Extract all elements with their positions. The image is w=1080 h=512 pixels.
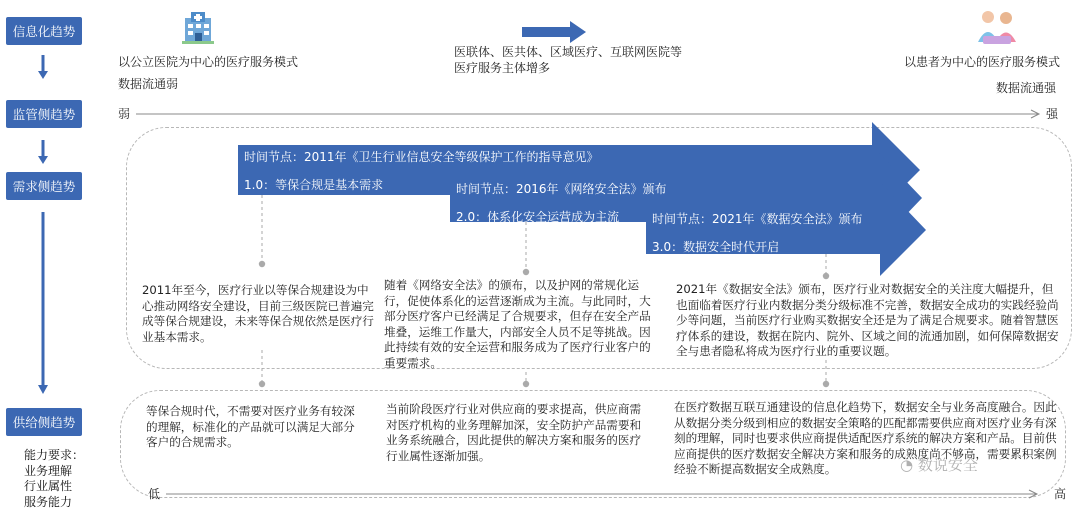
timeline-node-2011: 时间节点：2011年《卫生行业信息安全等级保护工作的指导意见》 (244, 150, 599, 164)
info-left-sub: 数据流通弱 (118, 77, 179, 91)
timeline-stage-3: 3.0：数据安全时代开启 (652, 240, 780, 254)
info-middle-text-line2: 医疗服务主体增多 (454, 61, 551, 75)
info-trend-label: 信息化趋势 (6, 17, 82, 45)
info-right-text: 以患者为中心的医疗服务模式 (904, 55, 1061, 69)
supply-trend-label: 供给侧趋势 (6, 408, 82, 436)
ability-item: 业务理解 (24, 463, 73, 478)
ability-title: 能力要求： (24, 448, 85, 462)
ability-item: 服务能力 (24, 494, 73, 509)
supply-scale-line (166, 488, 1046, 500)
watermark-text: ◔ 数说安全 (900, 456, 978, 474)
supply-high: 高 (1054, 487, 1067, 501)
regulation-weak: 弱 (118, 107, 131, 121)
demand-paragraph-3: 2021年《数据安全法》颁布，医疗行业对数据安全的关注度大幅提升，但也面临着医疗行业内数据分类分级标准不完善，数据安全成功的实践经验尚少等问题，当前医疗行业购买数据安全还是为了满足合规要求。随着智慧医疗体系的建设，数据在院内、院外、区域之间的流通加剧，如何保障数据安全与患者隐私将成为医疗行业的重要议题。 (676, 282, 1059, 358)
supply-paragraph-2: 当前阶段医疗行业对供应商的要求提高，供应商需对医疗机构的业务理解加深，安全防护产品需要和业务系统融合，因此提供的解决方案和服务的医疗行业属性逐渐加强。 (386, 402, 642, 463)
wechat-icon: ◔ (900, 456, 914, 474)
demand-trend-label: 需求侧趋势 (6, 172, 82, 200)
demand-paragraph-1: 2011年至今，医疗行业以等保合规建设为中心推动网络安全建设，目前三级医院已普遍完成等保合规建设，未来等保合规依然是医疗行业基本需求。 (142, 283, 374, 344)
timeline-stage-2: 2.0：体系化安全运营成为主流 (456, 210, 620, 224)
demand-paragraph-2: 随着《网络安全法》的颁布，以及护网的常规化运行，促使体系化的运营逐渐成为主流。与此同时，大部分医疗客户已经满足了合规要求，但存在安全产品堆叠，运维工作量大，内部安全人员不足等挑战。因此持续有效的安全运营和服务成为了医疗行业客户的重要需求。 (384, 278, 651, 370)
info-left-text: 以公立医院为中心的医疗服务模式 (118, 55, 299, 69)
supply-low: 低 (148, 487, 161, 501)
regulation-strong: 强 (1046, 107, 1059, 121)
info-middle-text-line1: 医联体、医共体、区域医疗、互联网医院等 (454, 45, 683, 59)
info-right-sub: 数据流通强 (996, 81, 1057, 95)
timeline-node-2021: 时间节点：2021年《数据安全法》颁布 (652, 212, 863, 226)
supply-paragraph-3: 在医疗数据互联互通建设的信息化趋势下，数据安全与业务高度融合。因此从数据分类分级到相应的数据安全策略的匹配都需要供应商对医疗业务有深刻的理解，同时也要求供应商提供适配医疗系统的解决方案和产品。目前供应商提供的医疗数据安全解决方案和服务的成熟度尚不够高，需要累积案例经验不断提高数据安全成熟度。 (674, 400, 1057, 476)
timeline-node-2016: 时间节点：2016年《网络安全法》颁布 (456, 182, 667, 196)
timeline-stage-1: 1.0：等保合规是基本需求 (244, 178, 384, 192)
regulation-trend-label: 监管侧趋势 (6, 100, 82, 128)
supply-paragraph-1: 等保合规时代，不需要对医疗业务有较深的理解，标准化的产品就可以满足大部分客户的合规需求。 (146, 404, 355, 449)
ability-item: 行业属性 (24, 479, 73, 493)
